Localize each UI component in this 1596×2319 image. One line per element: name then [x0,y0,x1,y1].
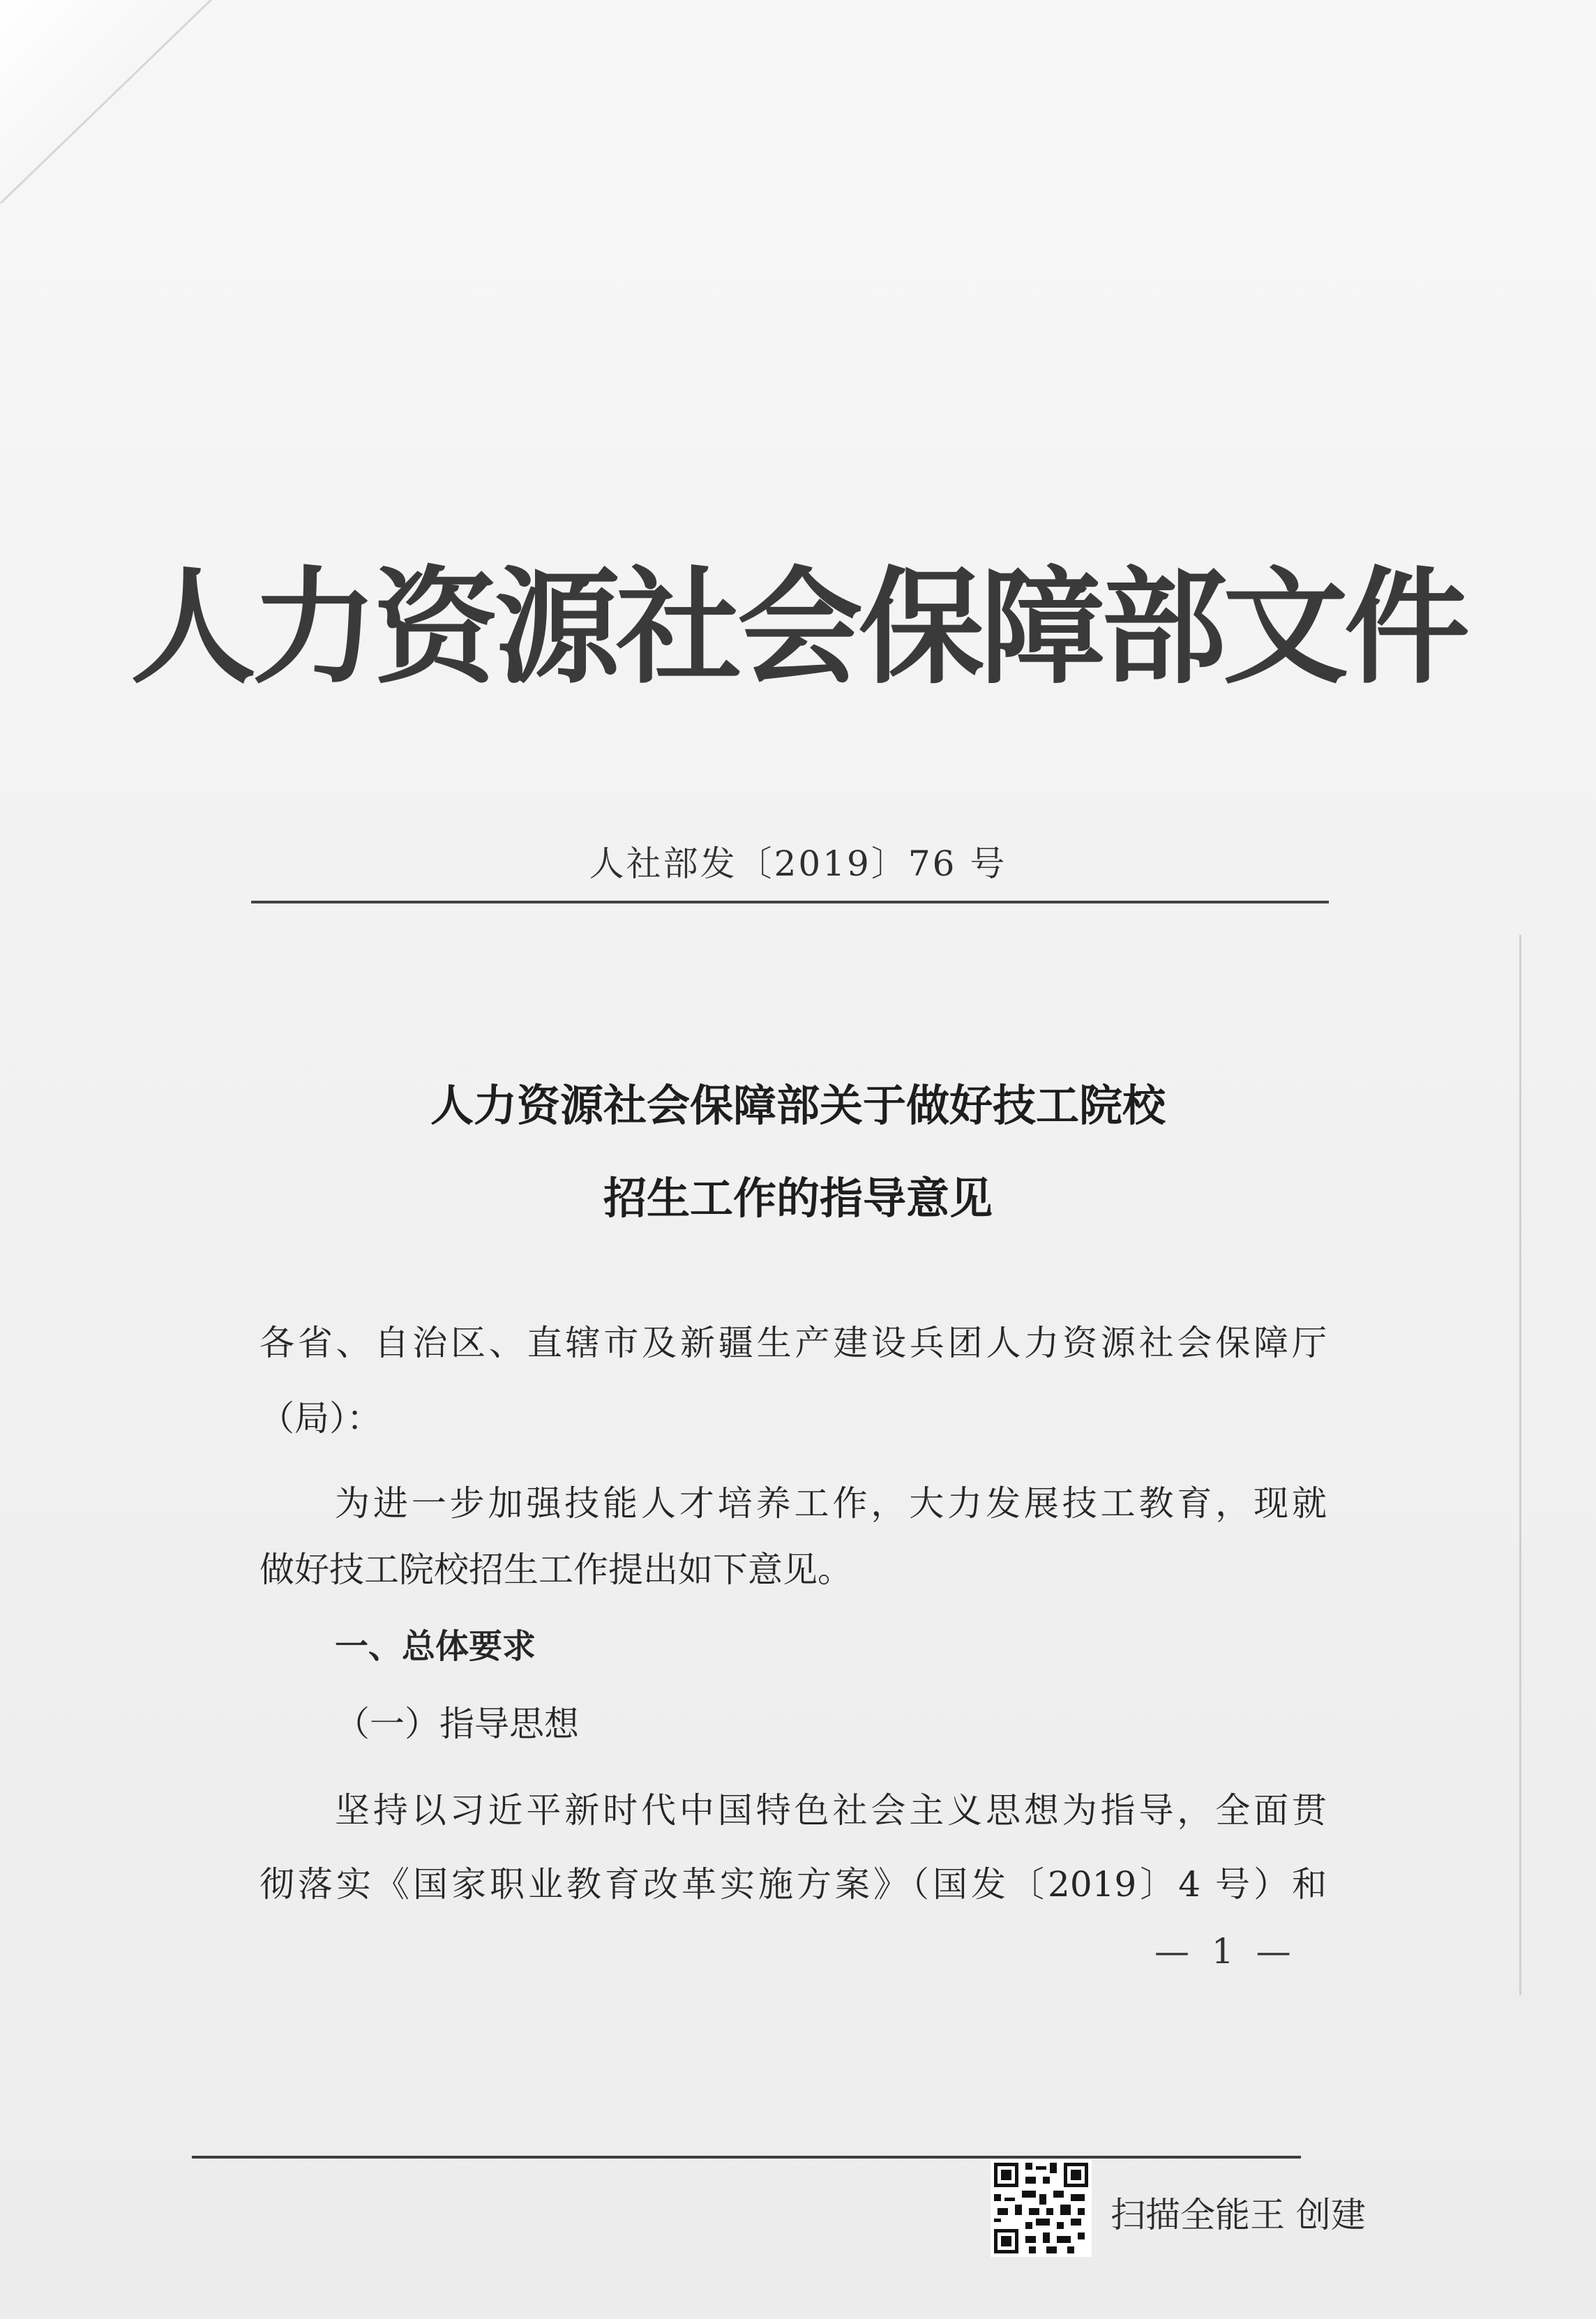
header-divider-rule [251,901,1329,903]
salutation-line-2: （局）： [259,1398,382,1439]
subsection-heading: （一）指导思想 [335,1704,579,1744]
page-number: — 1 — [1154,1931,1297,1972]
scanner-watermark-label: 扫描全能王 创建 [1111,2195,1366,2235]
intro-paragraph-line-1: 为进一步加强技能人才培养工作，大力发展技工教育，现就 [335,1483,1327,1524]
salutation-line-1: 各省、自治区、直辖市及新疆生产建设兵团人力资源社会保障厅 [259,1323,1327,1363]
paragraph-line-1: 坚持以习近平新时代中国特色社会主义思想为指导，全面贯 [335,1790,1327,1831]
section-heading: 一、总体要求 [335,1627,536,1666]
footer-rule [192,2156,1301,2159]
document-number: 人社部发〔2019〕76 号 [589,843,1007,884]
issuer-header-title: 人力资源社会保障部文件 [130,554,1466,701]
document-title-line-2: 招生工作的指导意见 [603,1173,993,1224]
paragraph-line-2: 彻落实《国家职业教育改革实施方案》（国发〔2019〕4 号）和 [259,1864,1327,1905]
document-title-line-1: 人力资源社会保障部关于做好技工院校 [430,1080,1166,1131]
intro-paragraph-line-2: 做好技工院校招生工作提出如下意见。 [259,1549,852,1590]
qr-code-icon [991,2159,1092,2257]
